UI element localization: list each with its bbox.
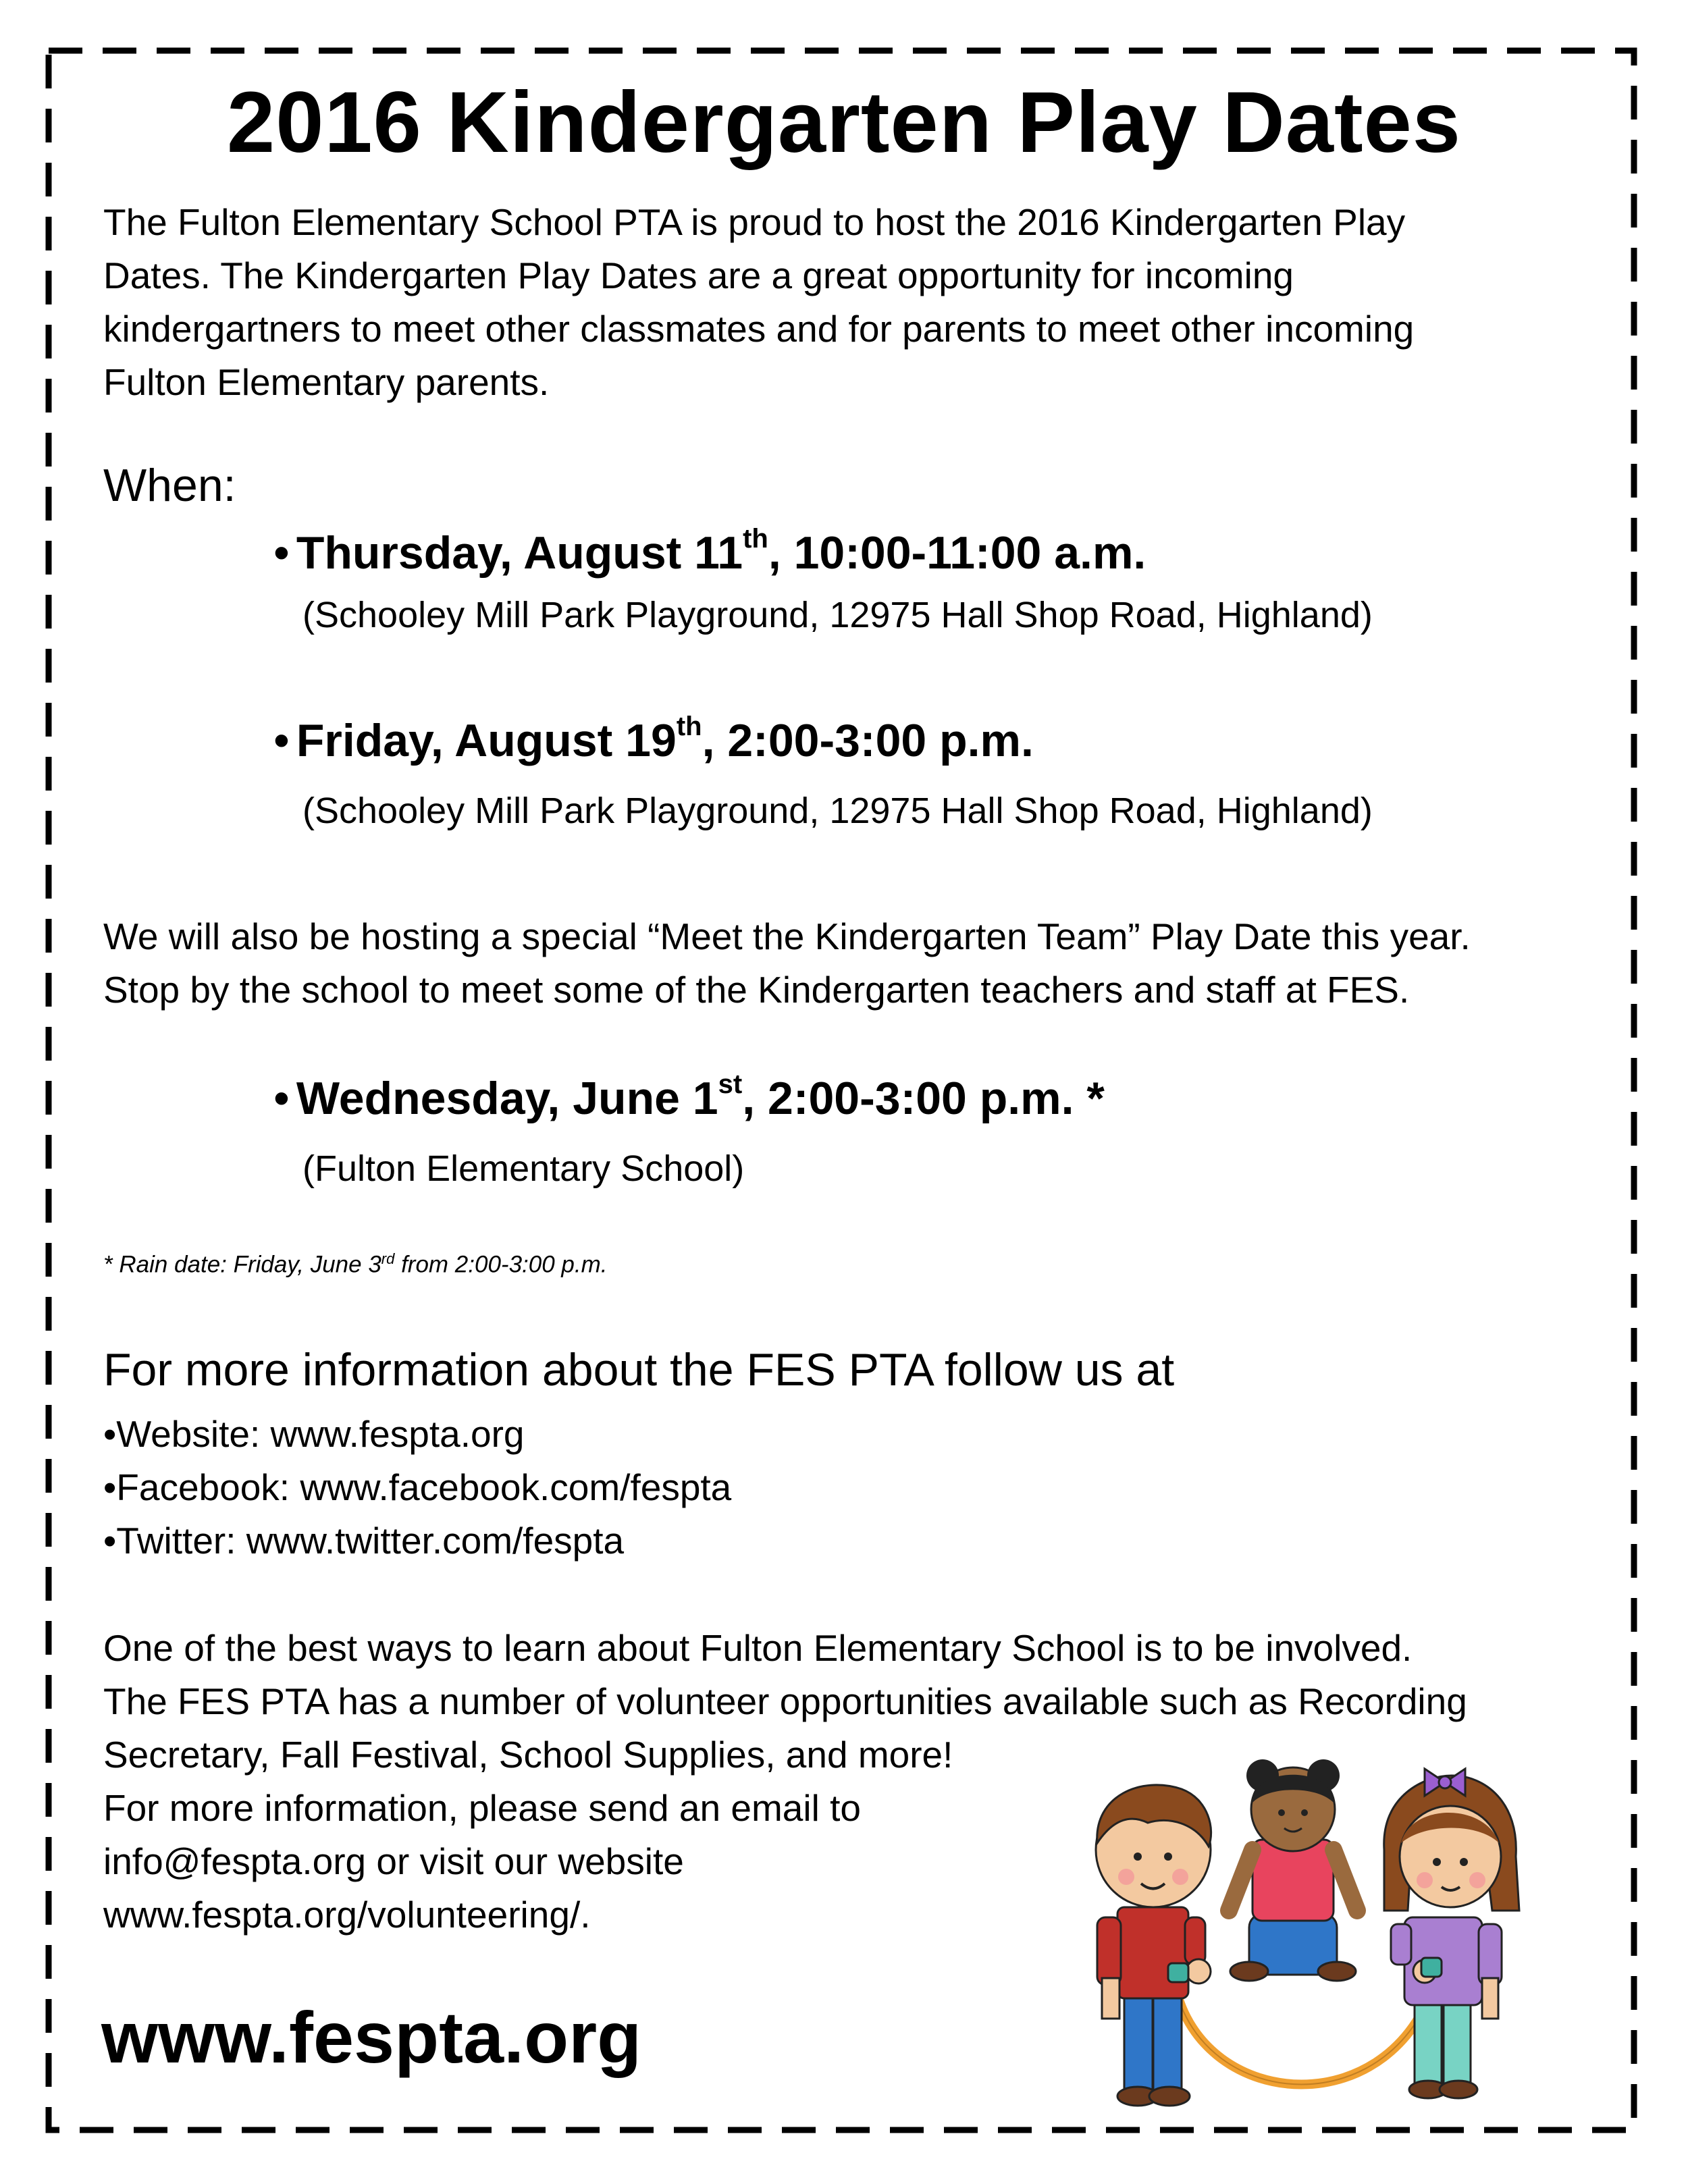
event-day: Wednesday, June 1 [296, 1073, 718, 1124]
kids-jump-rope-illustration [1047, 1749, 1587, 2113]
special-line: Stop by the school to meet some of the Kindergarten teachers and staff at FES. [103, 969, 1410, 1011]
event-time: , 10:00-11:00 a.m. [768, 527, 1146, 579]
intro-line: Dates. The Kindergarten Play Dates are a great opportunity for incoming [103, 255, 1294, 296]
page-title: 2016 Kindergarten Play Dates [227, 74, 1461, 171]
intro-line: Fulton Elementary parents. [103, 361, 550, 403]
facebook-link[interactable]: •Facebook: www.facebook.com/fespta [103, 1466, 732, 1508]
event-time: , 2:00-3:00 p.m. * [742, 1073, 1105, 1124]
volunteer-line: For more information, please send an email to [103, 1787, 861, 1829]
event-location-3: (Fulton Elementary School) [302, 1148, 745, 1189]
footer-url[interactable]: www.fespta.org [101, 1996, 642, 2078]
volunteer-line: www.fespta.org/volunteering/. [103, 1894, 591, 1936]
website-link[interactable]: •Website: www.fespta.org [103, 1413, 525, 1455]
event-date-3 [273, 1069, 1105, 1125]
intro-line: kindergartners to meet other classmates and for parents to meet other incoming [103, 308, 1415, 350]
twitter-link[interactable]: •Twitter: www.twitter.com/fespta [103, 1520, 625, 1562]
rain-date-rest: from 2:00-3:00 p.m. [394, 1251, 608, 1278]
ordinal-suffix: th [676, 712, 702, 741]
event-date-1 [273, 524, 1146, 579]
when-label: When: [103, 460, 236, 511]
volunteer-line: Secretary, Fall Festival, School Supplies, and more! [103, 1734, 953, 1776]
volunteer-line: info@fespta.org or visit our website [103, 1840, 684, 1882]
volunteer-line: One of the best ways to learn about Fulton Elementary School is to be involved. [103, 1627, 1413, 1669]
intro-line: The Fulton Elementary School PTA is proud to host the 2016 Kindergarten Play [103, 201, 1406, 243]
special-paragraph [103, 910, 1471, 1017]
intro-paragraph [103, 196, 1414, 409]
girl-figure [1384, 1769, 1519, 2098]
jumping-girl-figure [1229, 1759, 1357, 1981]
social-links [103, 1408, 731, 1568]
info-heading: For more information about the FES PTA follow us at [103, 1344, 1175, 1395]
ordinal-suffix: th [743, 524, 768, 554]
event-day: Friday, August 19 [296, 715, 677, 766]
event-location-1: (Schooley Mill Park Playground, 12975 Hall Shop Road, Highland) [302, 595, 1373, 635]
ordinal-suffix: st [718, 1069, 743, 1099]
event-location-2: (Schooley Mill Park Playground, 12975 Hall Shop Road, Highland) [302, 791, 1373, 831]
event-time: , 2:00-3:00 p.m. [702, 715, 1034, 766]
bullet: • [273, 715, 290, 766]
bullet: • [273, 527, 290, 579]
event-date-2 [273, 714, 1034, 767]
ordinal-suffix: rd [381, 1250, 395, 1267]
special-line: We will also be hosting a special “Meet the Kindergarten Team” Play Date this year. [103, 915, 1471, 957]
rain-date-prefix: * Rain date: Friday, June 3 [103, 1251, 381, 1278]
bullet: • [273, 1073, 290, 1124]
event-day: Thursday, August 11 [296, 527, 743, 579]
boy-figure [1096, 1785, 1211, 2106]
rain-date-note [103, 1250, 608, 1279]
volunteer-line: The FES PTA has a number of volunteer opportunities available such as Recording [103, 1680, 1467, 1722]
